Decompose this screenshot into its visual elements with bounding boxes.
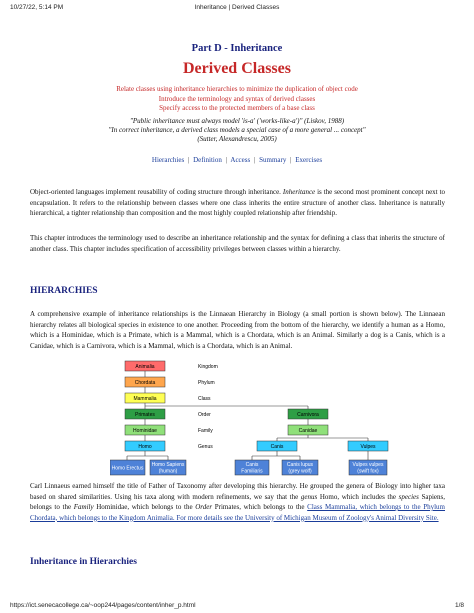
- species-homo-sapiens: [150, 460, 186, 475]
- species-label: Canis: [245, 462, 259, 468]
- level-label-class: Class: [198, 396, 211, 402]
- nav-access[interactable]: Access: [230, 156, 251, 164]
- print-tab-title: Inheritance | Derived Classes: [194, 4, 280, 11]
- node-chordata: [125, 377, 165, 387]
- nav-hierarchies[interactable]: Hierarchies: [151, 156, 185, 164]
- species-label: (grey wolf): [288, 468, 312, 475]
- node-vulpes: [348, 441, 388, 451]
- term-inheritance: Inheritance: [282, 188, 316, 196]
- print-url[interactable]: https://ict.senecacollege.ca/~oop244/pages/content/inher_p.html: [10, 602, 196, 609]
- print-datetime: 10/27/22, 5:14 PM: [10, 4, 64, 11]
- species-label: (swift fox): [357, 468, 379, 475]
- intro-paragraph-2: This chapter introduces the terminology used to describe an inheritance relationship and the syntax for defining a class that inherits the structure of another class. This chapter includes specification of accessibility privileges between classes within a hierarchy.: [30, 234, 445, 253]
- level-label-phylum: Phylum: [198, 380, 215, 386]
- hierarchies-heading: HIERARCHIES: [30, 286, 98, 296]
- print-page-count: 1/8: [454, 602, 464, 609]
- node-label: Canis: [270, 444, 284, 450]
- node-canis: [257, 441, 297, 451]
- node-label: Homo: [138, 444, 152, 450]
- node-label: Primates: [135, 412, 155, 418]
- node-label: Chordata: [134, 380, 156, 386]
- species-label: Vulpes vulpes: [352, 462, 384, 468]
- species-label: Homo Erectus: [111, 465, 144, 472]
- intro-paragraph-1: Object-oriented languages implement reusability of coding structure through inheritance. Inheritance is the second most prominent concept next to encapsulation. It refers to the relationship between classes where one class inherits the entire structure of another class. Inheritance is naturally hierarchical, a tighter relationship than composition and the most highly coupled relationship after friendship.: [30, 188, 446, 217]
- part-heading: Part D - Inheritance: [191, 43, 283, 54]
- node-canidae: [288, 425, 328, 435]
- page-title: Derived Classes: [183, 60, 291, 77]
- quotes-block: [0, 117, 474, 145]
- objective-item: Introduce the terminology and syntax of derived classes: [158, 94, 316, 103]
- node-label: Hominidae: [133, 428, 157, 434]
- node-label: Vulpes: [360, 444, 376, 450]
- level-label-family: Family: [198, 428, 213, 434]
- node-label: Mammalia: [133, 396, 157, 402]
- quote-liskov: "Public inheritance must always model 'is-a' ('works-like-a')" (Liskov, 1988): [129, 117, 345, 125]
- nav-separator: |: [253, 156, 256, 164]
- species-label: Familiaris: [241, 468, 263, 475]
- nav-separator: |: [187, 156, 190, 164]
- species-vulpes-vulpes: [349, 460, 387, 475]
- species-label: Homo Sapiens: [151, 462, 185, 468]
- nav-definition[interactable]: Definition: [193, 156, 222, 164]
- species-homo-erectus: [110, 460, 145, 475]
- node-primates: [125, 409, 165, 419]
- hierarchies-paragraph-1: A comprehensive example of inheritance relationships is the Linnaean Hierarchy in Biology (a small portion is shown below). The Linnaean hierarchy relates all biological species in existence to one another. Proceeding from the bottom of the hierarchy, we identify a human as a Homo, which is a Hominidae, which is a Primate, which is a Mammal, which is a Chordata, which is an Animal. Similarly a dog is a Canis, which is a Canidae, which is a Carnivora, which is a Mammal, which is a Chordata, which is an Animal.: [30, 310, 445, 350]
- node-label: Animalia: [135, 364, 155, 370]
- node-label: Canidae: [298, 428, 318, 434]
- section-nav: [0, 156, 474, 164]
- node-label: Carnivora: [297, 412, 319, 418]
- species-canis-familiaris: [235, 460, 269, 475]
- level-label-order: Order: [198, 412, 211, 418]
- inheritance-in-hierarchies-heading: Inheritance in Hierarchies: [30, 557, 137, 567]
- species-row: [110, 460, 387, 475]
- objective-item: Specify access to the protected members of a base class: [159, 104, 315, 112]
- node-homo: [125, 441, 165, 451]
- quote-citation: (Sutter, Alexandrescu, 2005): [197, 135, 277, 144]
- level-label-genus: Genus: [198, 444, 213, 450]
- node-mammalia: [125, 393, 165, 403]
- nav-exercises[interactable]: Exercises: [295, 156, 323, 164]
- species-label: (human): [158, 468, 178, 475]
- linnaean-hierarchy-diagram: [110, 360, 430, 478]
- species-canis-lupus: [282, 460, 318, 475]
- species-label: Canis lupus: [286, 462, 314, 468]
- nav-separator: |: [290, 156, 292, 164]
- node-carnivora: [288, 409, 328, 419]
- animal-diversity-link[interactable]: Class Mammalia, which belongs to the Phylum Chordata, which belongs to the Kingdom Animalia. For more details see the University of Michigan Museum of Zoology's Animal Diversity Site.: [30, 503, 446, 522]
- objectives-list: [0, 85, 474, 114]
- hierarchies-paragraph-2: Carl Linnaeus earned himself the title of Father of Taxonomy after developing this hierarchy. He grouped the genera of Biology into higher taxa based on shared similarities. Using his taxa along with modern refinements, we say that the genus Homo, which includes the species Sapiens, belongs to the Family Hominidae, which belongs to the Order Primates, which belongs to the Class Mammalia, which belongs to the Phylum Chordata, which belongs to the Kingdom Animalia. For more details see the University of Michigan Museum of Zoology's Animal Diversity Site.: [30, 482, 446, 522]
- level-label-kingdom: Kingdom: [198, 364, 218, 370]
- nav-separator: |: [225, 156, 228, 164]
- nav-summary[interactable]: Summary: [259, 156, 287, 164]
- objective-item: Relate classes using inheritance hierarchies to minimize the duplication of object code: [116, 85, 358, 93]
- quote-sutter: "In correct inheritance, a derived class models a special case of a more general ... concept": [108, 126, 366, 135]
- node-animalia: [125, 361, 165, 371]
- node-hominidae: [125, 425, 165, 435]
